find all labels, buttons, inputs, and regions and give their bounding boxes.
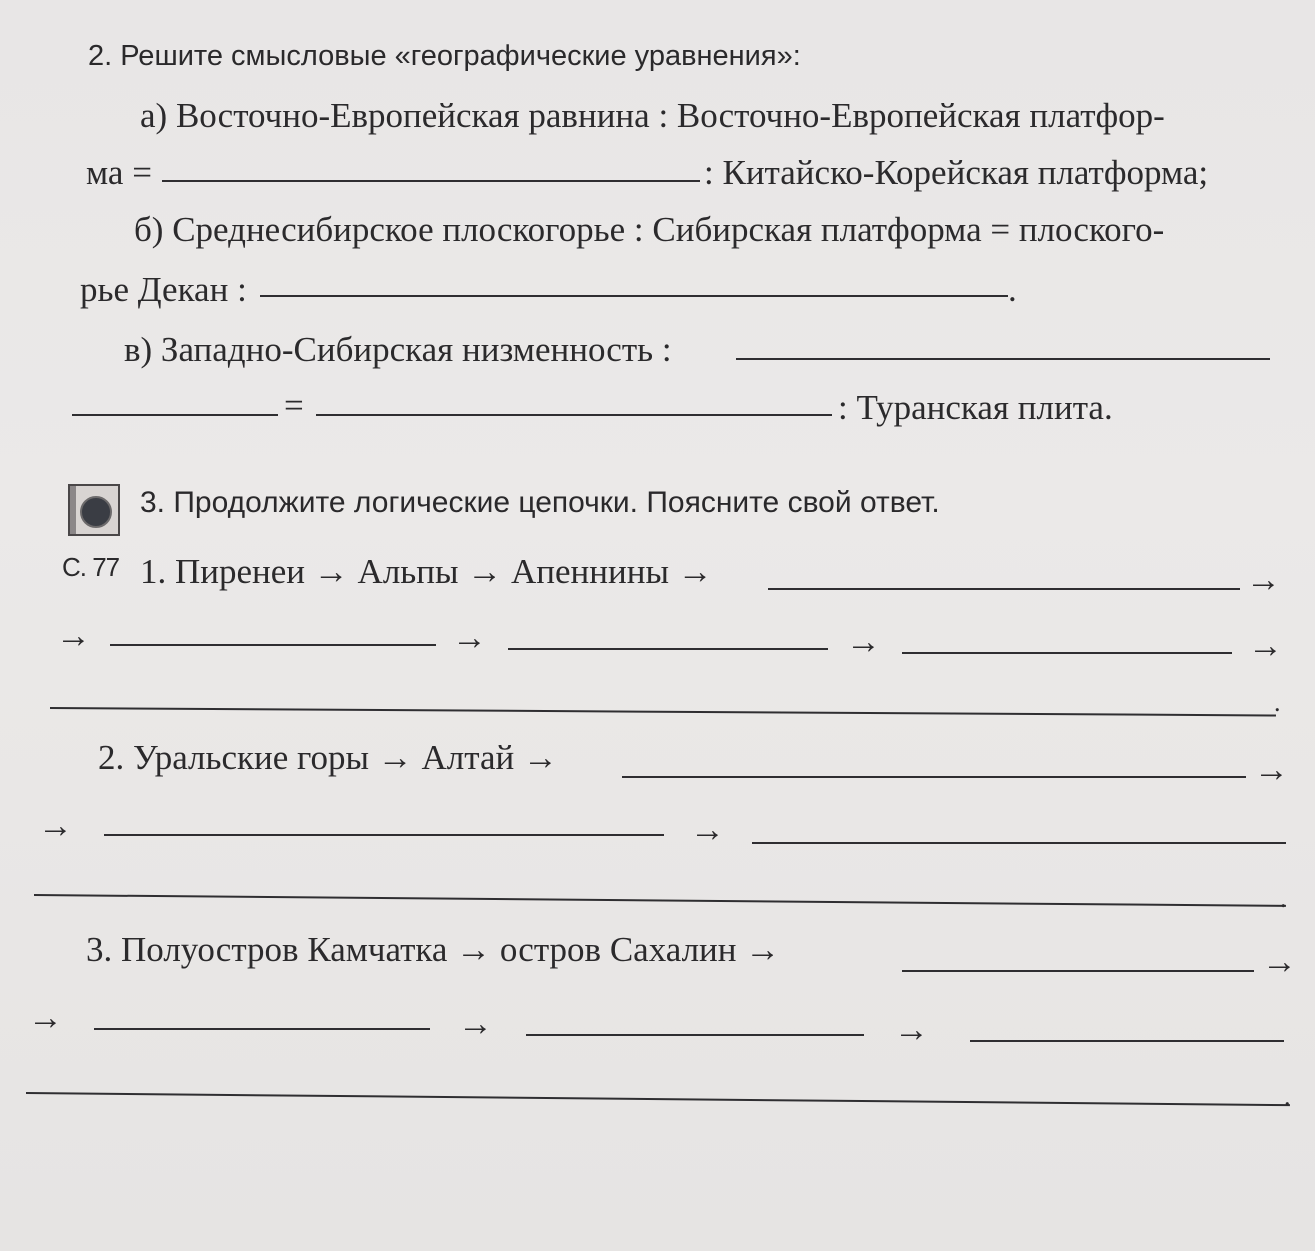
- chain3-explanation-blank[interactable]: [26, 1092, 1290, 1106]
- task2-heading: 2. Решите смысловые «географические уравнения»:: [88, 40, 801, 72]
- chain2-text: 2. Уральские горы → Алтай →: [98, 738, 559, 777]
- arrow: →: [1248, 626, 1283, 665]
- arrow: →: [1254, 750, 1289, 789]
- period: .: [1274, 688, 1281, 717]
- arrow: →: [1246, 560, 1281, 599]
- period: .: [1280, 884, 1287, 913]
- arrow: →: [846, 622, 881, 661]
- task2-a-line1: а) Восточно-Европейская равнина : Восточно-Европейская платфор-: [140, 96, 1165, 135]
- period: .: [1284, 1082, 1291, 1111]
- task2-a-line2-start: ма =: [86, 153, 152, 192]
- chain3-blank-2[interactable]: [94, 1028, 430, 1030]
- chain2-blank-3[interactable]: [752, 842, 1286, 844]
- chain1-explanation-blank[interactable]: [50, 707, 1276, 716]
- arrow: →: [690, 810, 725, 849]
- page-reference: С. 77: [62, 552, 120, 582]
- chain1-blank-2[interactable]: [110, 644, 436, 646]
- answer-blank-v1[interactable]: [736, 358, 1270, 360]
- task2-b-line2-end: .: [1008, 270, 1017, 309]
- chain3-blank-1[interactable]: [902, 970, 1254, 972]
- answer-blank-b[interactable]: [260, 295, 1008, 297]
- chain2-blank-2[interactable]: [104, 834, 664, 836]
- answer-blank-a[interactable]: [162, 180, 700, 182]
- book-globe-icon: [68, 484, 120, 536]
- chain1-blank-3[interactable]: [508, 648, 828, 650]
- arrow: →: [458, 1004, 493, 1043]
- chain1-text: 1. Пиренеи → Альпы → Апеннины →: [140, 552, 713, 591]
- answer-blank-v2[interactable]: [72, 414, 278, 416]
- arrow: →: [894, 1010, 929, 1049]
- chain2-blank-1[interactable]: [622, 776, 1246, 778]
- task2-v-equals: =: [284, 386, 304, 425]
- task2-v-line1: в) Западно-Сибирская низменность :: [124, 330, 672, 369]
- chain2-explanation-blank[interactable]: [34, 894, 1286, 907]
- answer-blank-v3[interactable]: [316, 414, 832, 416]
- chain3-blank-3[interactable]: [526, 1034, 864, 1036]
- chain3-text: 3. Полуостров Камчатка → остров Сахалин →: [86, 930, 781, 969]
- chain1-blank-1[interactable]: [768, 588, 1240, 590]
- arrow: →: [38, 806, 73, 845]
- arrow: →: [56, 616, 91, 655]
- task2-v-line2-end: : Туранская плита.: [838, 388, 1113, 427]
- task2-a-line2-end: : Китайско-Корейская платформа;: [704, 153, 1209, 192]
- chain1-blank-4[interactable]: [902, 652, 1232, 654]
- task3-heading: 3. Продолжите логические цепочки. Поясните свой ответ.: [140, 486, 940, 519]
- arrow: →: [28, 998, 63, 1037]
- chain3-blank-4[interactable]: [970, 1040, 1284, 1042]
- arrow: →: [1262, 942, 1297, 981]
- task2-b-line2-start: рье Декан :: [80, 270, 247, 309]
- arrow: →: [452, 618, 487, 657]
- task2-b-line1: б) Среднесибирское плоскогорье : Сибирская платформа = плоского-: [134, 210, 1165, 249]
